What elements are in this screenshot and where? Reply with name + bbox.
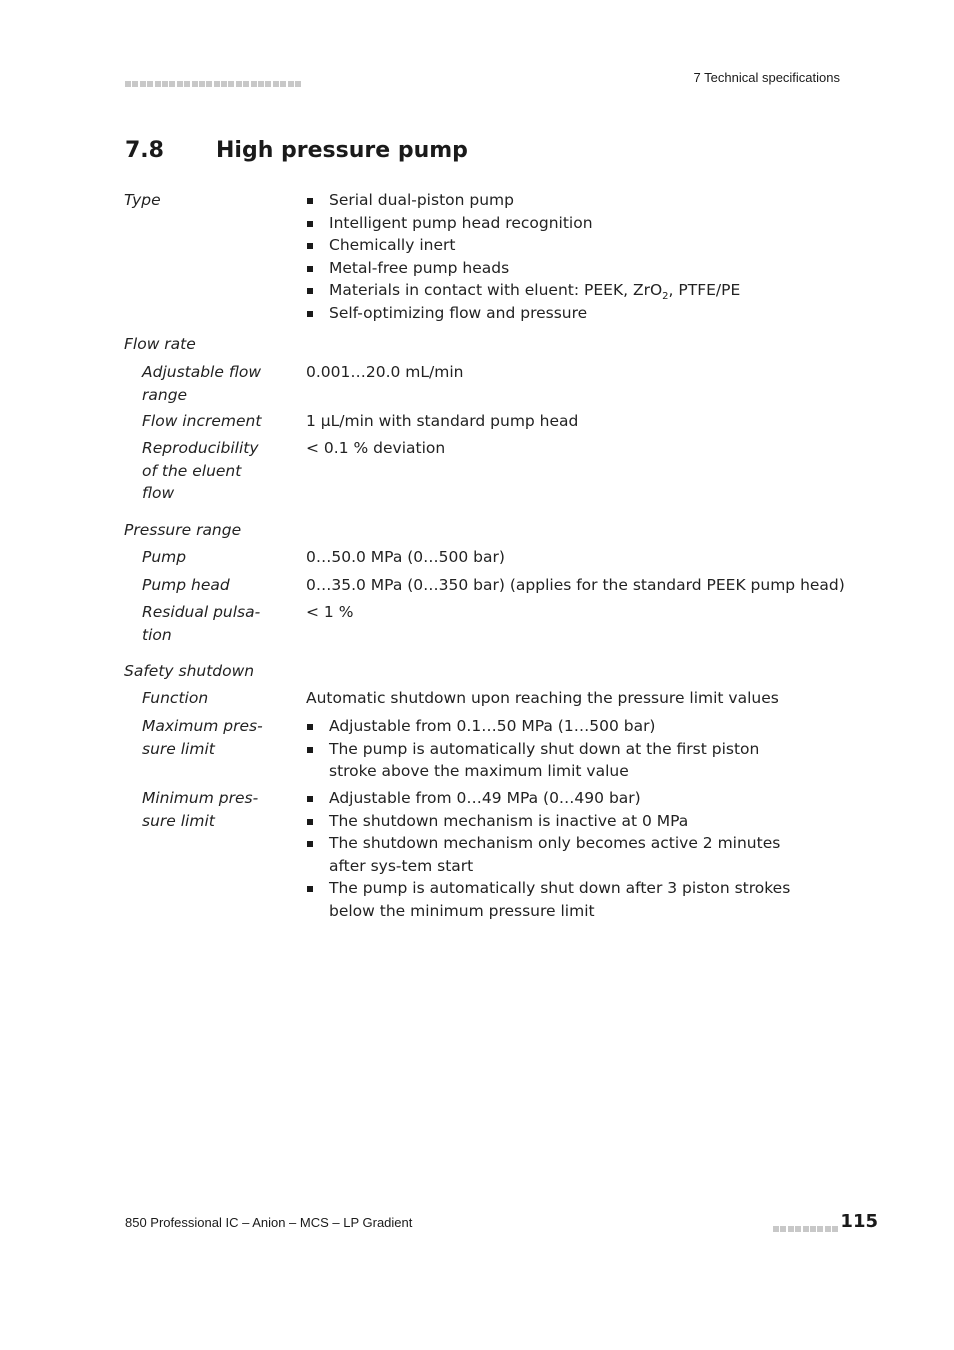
bullet-icon: [307, 288, 313, 294]
bullet-icon: [307, 796, 313, 802]
adjustable-flow-range-label: Adjustable flow range: [142, 363, 262, 404]
section-number: 7.8: [125, 138, 164, 163]
type-label: Type: [124, 191, 161, 209]
residual-pulsation-value: < 1 %: [306, 603, 354, 621]
list-item: Adjustable from 0…49 MPa (0…490 bar): [306, 787, 816, 810]
adjustable-flow-range-value: 0.001…20.0 mL/min: [306, 363, 464, 381]
function-label: Function: [142, 689, 209, 707]
flow-increment-label: Flow increment: [142, 412, 262, 430]
pump-label: Pump: [142, 548, 187, 566]
bullet-icon: [307, 198, 313, 204]
bullet-icon: [307, 221, 313, 227]
reproducibility-label: Reproducibility of the eluent flow: [142, 439, 259, 502]
section-title: [125, 138, 468, 163]
list-item: The shutdown mechanism is inactive at 0 MPa: [306, 810, 816, 833]
type-list: [306, 189, 826, 324]
list-item: The pump is automatically shut down after 3 piston strokes below the minimum pressure limit: [306, 877, 816, 922]
list-item: The shutdown mechanism only becomes active 2 minutes after sys-tem start: [306, 832, 816, 877]
section-title-text: High pressure pump: [216, 138, 468, 163]
bullet-icon: [307, 266, 313, 272]
min-pressure-limit-value: [306, 787, 816, 922]
list-item: The pump is automatically shut down at the first piston stroke above the maximum limit value: [306, 738, 796, 783]
header-chapter: 7 Technical specifications: [693, 70, 840, 85]
list-item: Chemically inert: [306, 234, 826, 257]
header-decoration: [125, 72, 302, 91]
type-value: [306, 189, 826, 324]
list-item: Metal-free pump heads: [306, 257, 826, 280]
max-pressure-limit-label: Maximum pres- sure limit: [142, 717, 263, 758]
list-item: Materials in contact with eluent: PEEK, ZrO$_2$, PTFE/PE: [306, 279, 826, 302]
pressure-range-label: Pressure range: [124, 521, 242, 539]
bullet-icon: [307, 886, 313, 892]
flow-rate-label: Flow rate: [124, 335, 196, 353]
min-pressure-list: [306, 787, 816, 922]
function-value: Automatic shutdown upon reaching the pressure limit values: [306, 689, 779, 707]
list-item: Adjustable from 0.1…50 MPa (1…500 bar): [306, 715, 796, 738]
safety-shutdown-label: Safety shutdown: [124, 662, 255, 680]
residual-pulsation-label: Residual pulsa- tion: [142, 603, 261, 644]
footer-product: 850 Professional IC – Anion – MCS – LP Gradient: [125, 1215, 413, 1230]
bullet-icon: [307, 311, 313, 317]
flow-increment-value: 1 µL/min with standard pump head: [306, 412, 579, 430]
max-pressure-limit-value: [306, 715, 796, 783]
bullet-icon: [307, 243, 313, 249]
pump-head-label: Pump head: [142, 576, 230, 594]
pump-head-value: 0…35.0 MPa (0…350 bar) (applies for the standard PEEK pump head): [306, 576, 845, 594]
list-item: Self-optimizing flow and pressure: [306, 302, 826, 325]
bullet-icon: [307, 819, 313, 825]
bullet-icon: [307, 747, 313, 753]
bullet-icon: [307, 841, 313, 847]
list-item: Serial dual-piston pump: [306, 189, 826, 212]
page-number: 115: [840, 1211, 878, 1232]
min-pressure-limit-label: Minimum pres- sure limit: [142, 789, 259, 830]
footer-decoration: [773, 1217, 840, 1236]
list-item: Intelligent pump head recognition: [306, 212, 826, 235]
bullet-icon: [307, 724, 313, 730]
max-pressure-list: [306, 715, 796, 783]
reproducibility-value: < 0.1 % deviation: [306, 439, 446, 457]
pump-value: 0…50.0 MPa (0…500 bar): [306, 548, 505, 566]
